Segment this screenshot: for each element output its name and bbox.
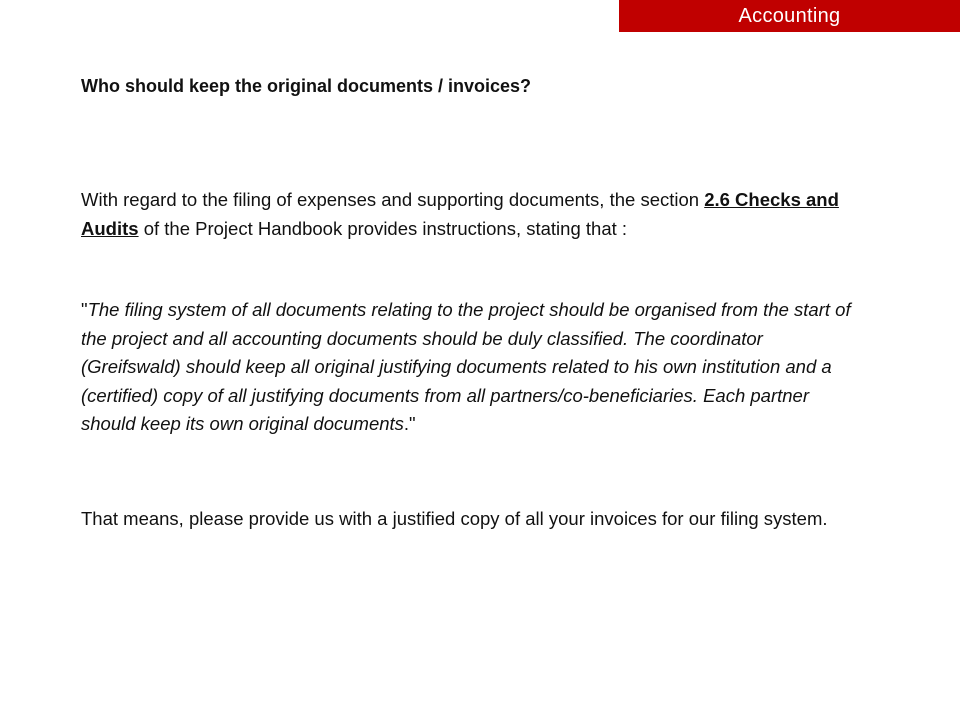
section-badge: Accounting xyxy=(619,0,960,32)
quote-open-mark: " xyxy=(81,299,88,320)
page-title: Who should keep the original documents / invoices? xyxy=(81,76,532,96)
quote-text: The filing system of all documents relating to the project should be organised from the start of the project and all accounting documents should be duly classified. The coordinator (Greifswald) should keep all original justifying documents related to his own institution and a (certified) copy of all justifying documents from all partners/co-beneficiaries. Each partner should keep its own original documents xyxy=(81,299,851,435)
handbook-quote xyxy=(81,296,851,439)
conclusion-paragraph: That means, please provide us with a justified copy of all your invoices for our filing system. xyxy=(81,508,828,529)
handbook-section-link[interactable]: 2.6 Checks and Audits xyxy=(81,189,839,239)
intro-text-before: With regard to the filing of expenses and supporting documents, the section xyxy=(81,189,705,210)
intro-paragraph xyxy=(81,186,851,243)
quote-close-mark: ." xyxy=(403,413,416,435)
intro-text-after: of the Project Handbook provides instructions, stating that : xyxy=(138,217,628,239)
